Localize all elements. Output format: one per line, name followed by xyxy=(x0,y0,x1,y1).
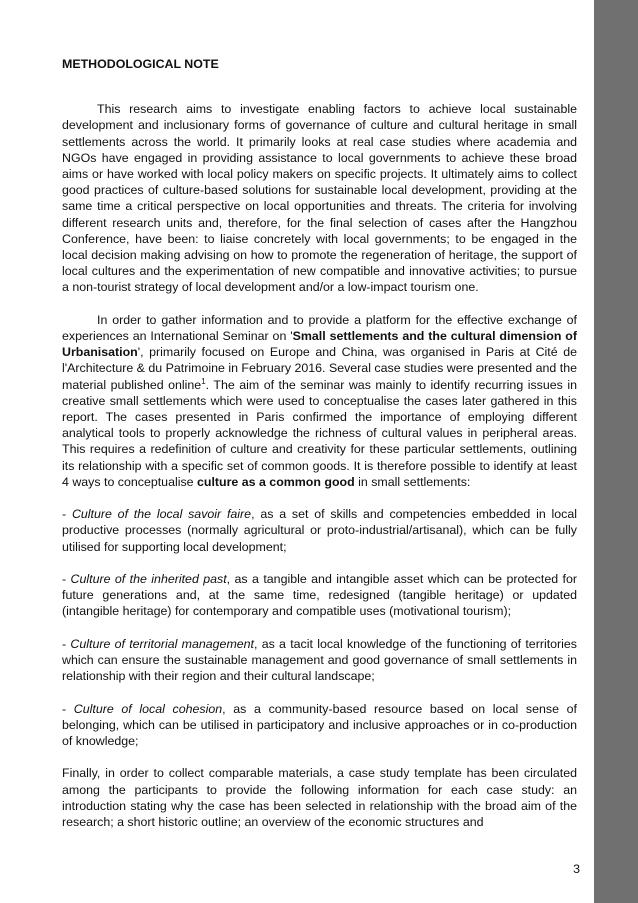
list-text: , as a set of skills and competencies embedded in local productive processes (normally agricultural or proto-industrial/artisanal), which can be fully utilised for supporting local development; xyxy=(62,507,577,554)
list-bullet: - xyxy=(62,701,74,716)
paragraph-research-aims: This research aims to investigate enabling factors to achieve local sustainable development and inclusionary forms of governance of culture and cultural heritage in small settlements across the world. It primarily looks at real case studies where academia and NGOs have engaged in providing assistance to local governments to achieve these broad aims or have worked with local policy makers on specific projects. It ultimately aims to collect good practices of culture-based solutions for sustainable local development, providing at the same time a critical perspective on local opportunities and threats. The criteria for involving different research units and, therefore, for the final selection of cases after the Hangzhou Conference, have been: to liaise concretely with local governments; to be engaged in the local decision making advising on how to promote the regeneration of heritage, the support of local cultures and the experimentation of new compatible and innovative activities; to pursue a non-tourist strategy of local development and/or a low-impact tourism one. xyxy=(62,102,577,295)
list-bullet: - xyxy=(62,572,71,587)
paragraph-final: Finally, in order to collect comparable materials, a case study template has been circulated among the participants to provide the following information for each case study: an introduction stating why the case has been selected in relationship with the broad aim of the research; a short historic outline; an overview of the economic structures and xyxy=(62,766,577,830)
list-text: , as a tangible and intangible asset which can be protected for future generations and, at the same time, redesigned (tangible heritage) or updated (intangible heritage) for contemporary and compatible uses (motivational tourism); xyxy=(62,572,577,619)
list-bullet: - xyxy=(62,507,72,522)
list-item-savoir-faire xyxy=(62,506,577,555)
text-run: ', primarily focused on Europe and China, was organised in Paris at Cité de l'Architecture & du Patrimoine in February 2016. Several case studies were presented and the material published online xyxy=(62,345,577,392)
list-text: , as a community-based resource based on local sense of belonging, which can be utilised in participatory and inclusive approaches or in co-production of knowledge; xyxy=(62,701,577,749)
list-item-inherited-past xyxy=(62,571,577,620)
emphasis-common-good: culture as a common good xyxy=(197,474,355,489)
paragraph-seminar xyxy=(62,312,577,490)
list-bullet: - xyxy=(62,636,71,651)
text-run: . The aim of the seminar was mainly to identify recurring issues in creative small settlements which were used to conceptualise the cases later gathered in this report. The cases presented in Paris confirmed the importance of employing different analytical tools to properly acknowledge the richness of cultural values in peripheral areas. This requires a redefinition of culture and creativity for these particular settlements, outlining its relationship with a specific set of common goods. It is therefore possible to identify at least 4 ways to conceptualise xyxy=(62,377,577,489)
list-term: Culture of the inherited past xyxy=(70,572,227,587)
page-number: 3 xyxy=(573,862,580,876)
side-margin-bar xyxy=(594,0,638,903)
seminar-title: Small settlements and the cultural dimension of Urbanisation xyxy=(62,329,577,360)
list-item-territorial-management xyxy=(62,636,577,685)
text-run: In order to gather information and to provide a platform for the effective exchange of experiences an International Seminar on ' xyxy=(62,312,577,344)
document-body xyxy=(62,56,577,846)
list-text: , as a tacit local knowledge of the functioning of territories which can ensure the sustainable management and good governance of small settlements in relationship with their region and their cultural landscape; xyxy=(62,636,577,684)
text-run: in small settlements: xyxy=(354,474,471,489)
list-term: Culture of territorial management xyxy=(70,636,254,651)
list-item-local-cohesion xyxy=(62,701,577,750)
footnote-ref: 1 xyxy=(201,376,206,386)
list-term: Culture of local cohesion xyxy=(73,701,223,716)
section-heading: METHODOLOGICAL NOTE xyxy=(62,57,219,71)
list-term: Culture of the local savoir faire xyxy=(71,507,252,522)
